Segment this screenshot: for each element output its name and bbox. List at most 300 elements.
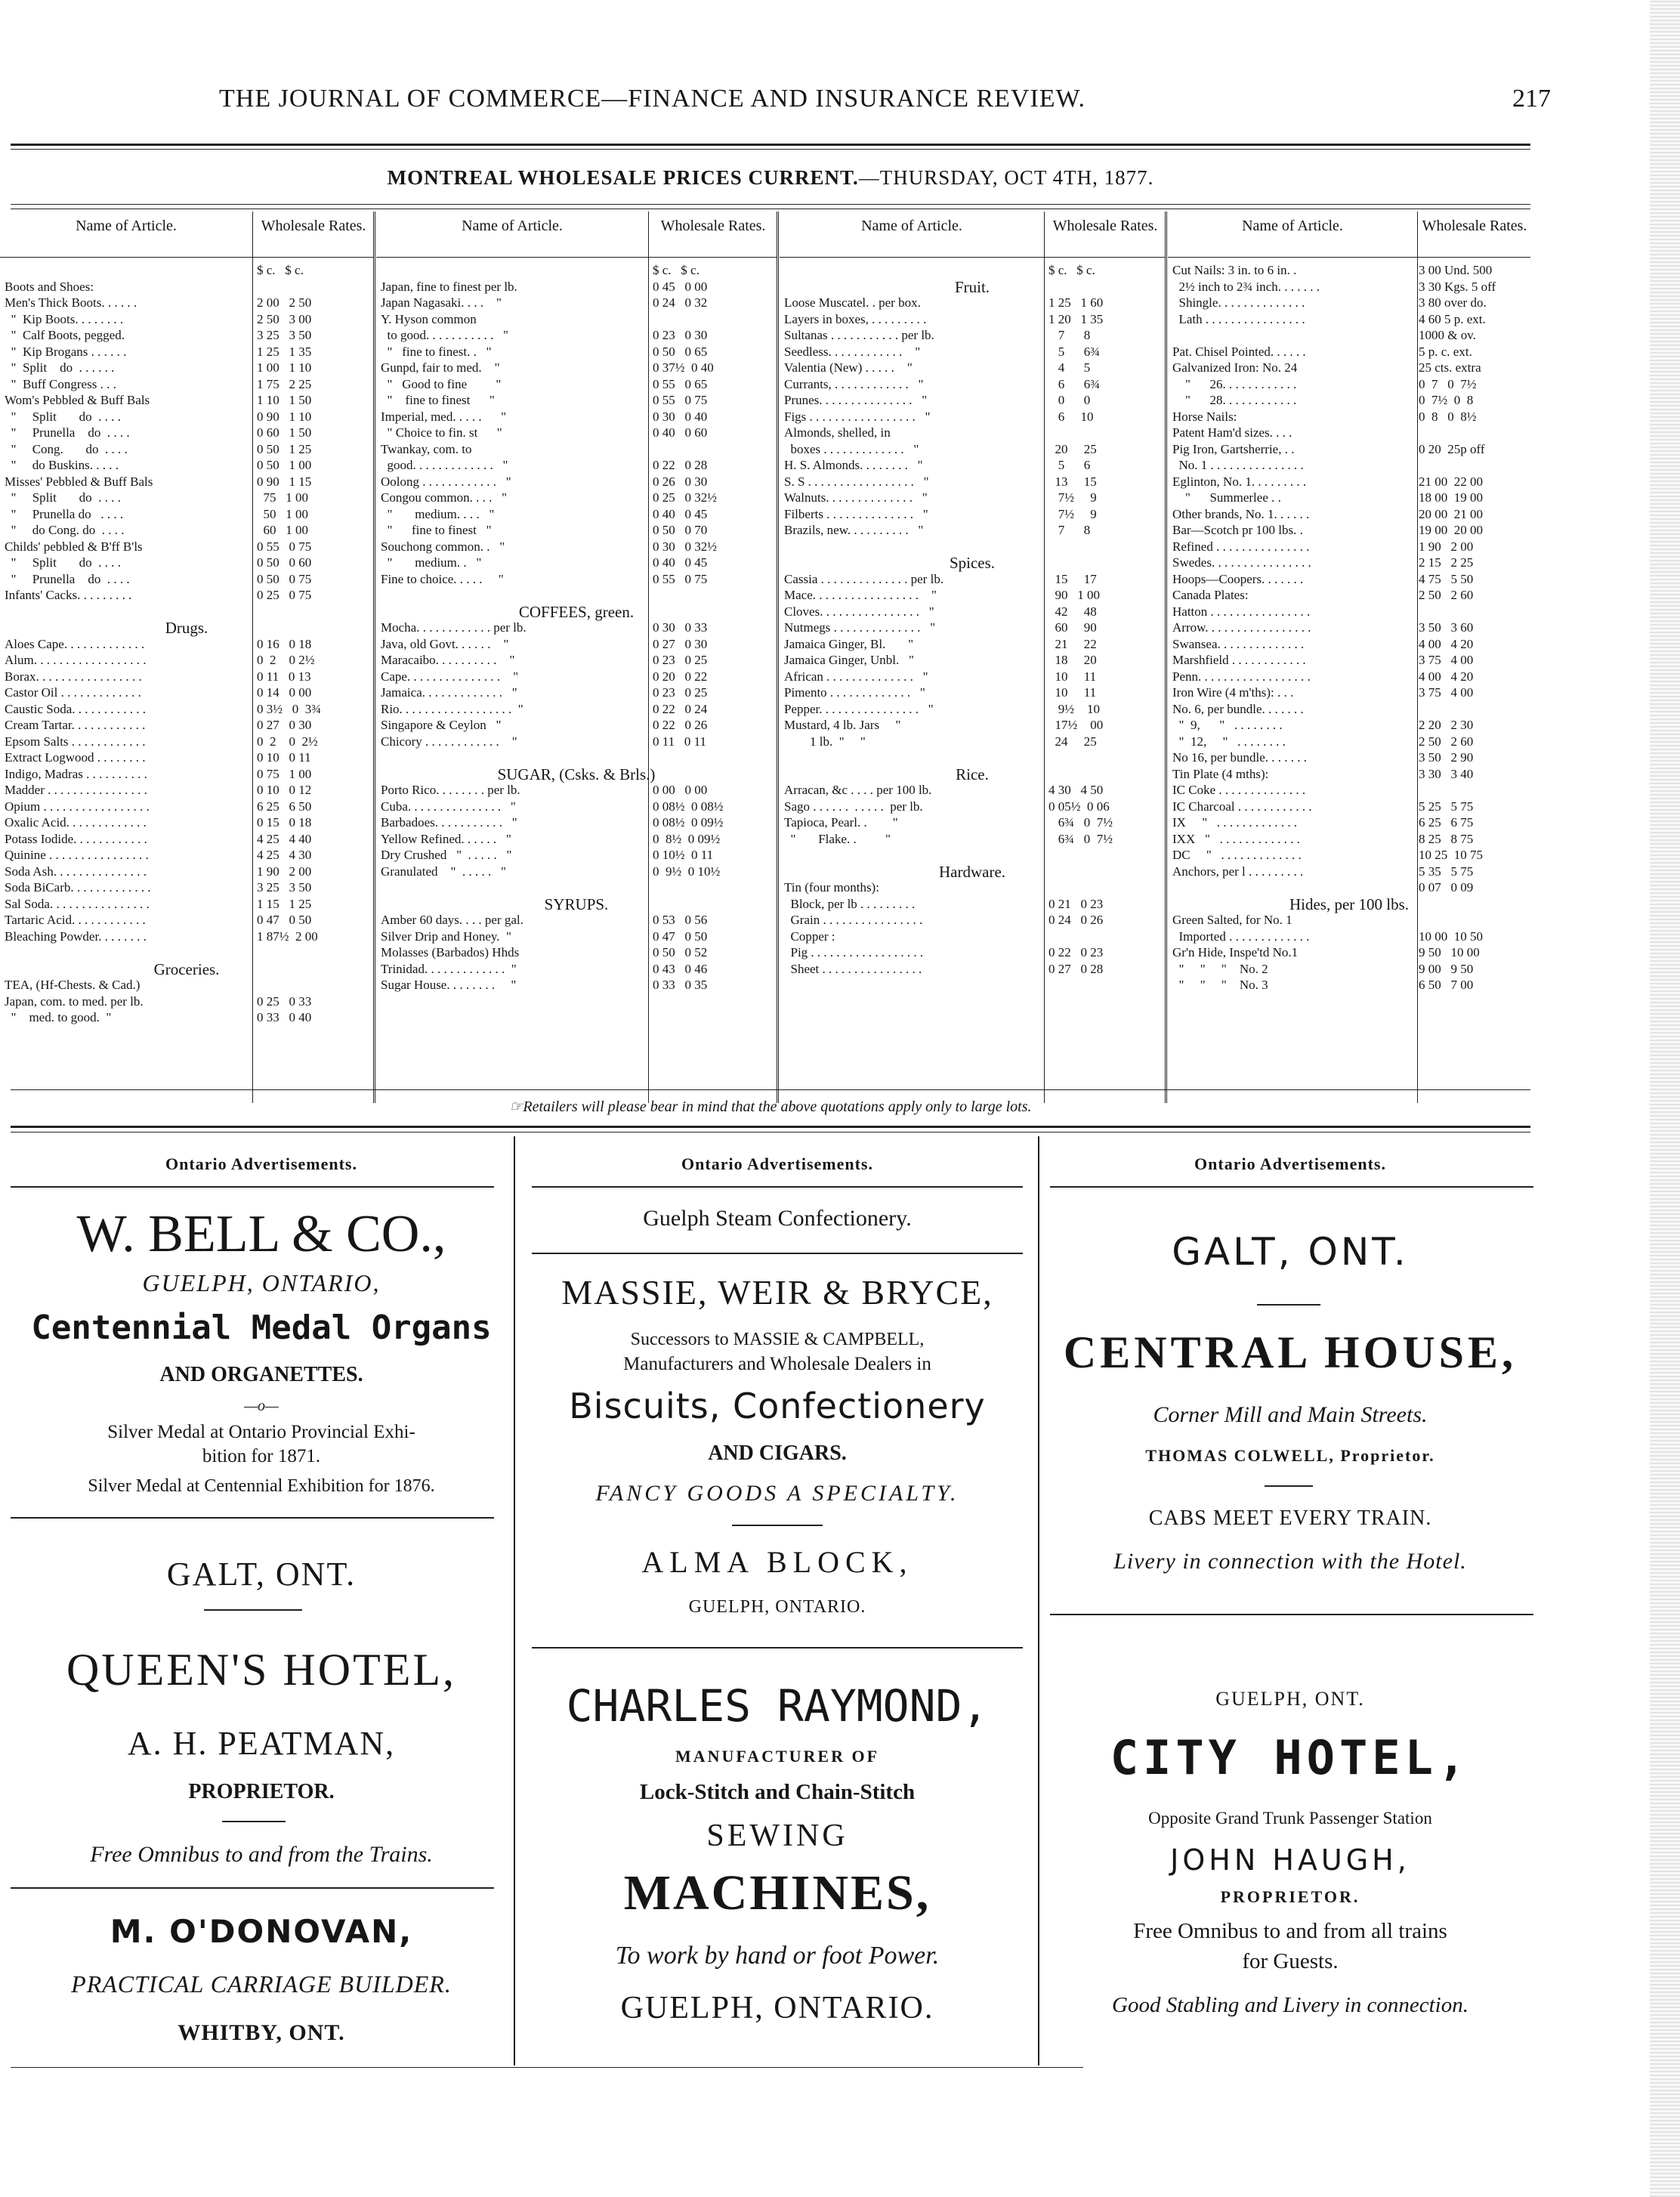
article-name: IC Charcoal . . . . . . . . . . . . [1172,799,1312,814]
article-name: Boots and Shoes: [5,279,94,294]
article-name: Quinine . . . . . . . . . . . . . . . . [5,848,149,862]
wholesale-rate: 3 75 4 00 [1419,653,1474,667]
bell-medal-1b: bition for 1871. [202,1446,321,1466]
article-name: Copper : [784,929,835,944]
wholesale-rate: 0 11 0 13 [257,669,311,684]
price-row [780,718,1165,733]
section-heading [780,555,1165,570]
queens-place: GALT, ONT. [166,1556,357,1593]
article-name: Wom's Pebbled & Buff Bals [5,393,150,407]
article-name: " Prunella do . . . . [5,425,130,440]
wholesale-rate: 1 87½ 2 00 [257,929,318,944]
price-row [0,604,373,620]
article-name: Other brands, No. 1. . . . . . [1172,506,1310,521]
article-name: Filberts . . . . . . . . . . . . . . " [784,506,928,521]
price-row [780,295,1165,311]
price-row [780,685,1165,700]
price-row [780,604,1165,620]
price-row [0,637,373,652]
city-omnibus-2: for Guests. [1242,1949,1339,1973]
wholesale-rate: 6 25 6 50 [257,799,312,814]
ads-column-2 [517,1136,1038,2066]
wholesale-rate: 2 20 2 30 [1419,718,1474,732]
price-row [376,295,777,311]
article-name: Block, per lb . . . . . . . . . [784,896,916,911]
price-row [0,718,373,733]
wholesale-rate: 0 27 0 30 [257,718,312,732]
section-heading [780,277,1165,296]
price-row [0,328,373,343]
price-row [780,458,1165,473]
wholesale-rate: 4 60 5 p. ext. [1419,311,1486,326]
queens-name: QUEEN'S HOTEL, [66,1645,457,1695]
price-row [1168,718,1530,733]
price-row [780,345,1165,360]
wholesale-rate: 7 8 [1048,328,1091,342]
wholesale-rate: 0 07 0 09 [1419,880,1474,895]
wholesale-rate: 0 50 0 60 [257,555,312,570]
queens-owner: A. H. PEATMAN, [127,1725,396,1762]
wholesale-rate: 0 2 0 2½ [257,734,318,749]
header-name-of-article: Name of Article. [76,218,177,234]
article-name: " Split do . . . . [5,490,121,505]
price-row [0,897,373,912]
wholesale-rate: $ c. $ c. [1048,263,1095,277]
article-name: " medium. . . . " [381,506,495,521]
wholesale-rate: 1 00 1 10 [257,360,312,375]
price-row [780,637,1165,652]
price-row [780,620,1165,635]
article-name: Soda BiCarb. . . . . . . . . . . . . [5,880,151,895]
article-name: Cloves. . . . . . . . . . . . . . . . " [784,604,934,619]
price-row [0,702,373,717]
table-top-rule [11,204,1530,205]
price-row [0,474,373,490]
wholesale-rate: 4 75 5 50 [1419,571,1474,586]
price-row [376,523,777,538]
wholesale-rate: 0 22 0 28 [653,458,708,472]
article-name: Hides, per 100 lbs. [1289,895,1410,913]
article-name: " fine to finest " [381,393,495,407]
article-name: Cape. . . . . . . . . . . . . . . " [381,669,519,684]
wholesale-rate: 7½ 9 [1048,506,1097,521]
ads-section-label: Ontario Advertisements. [165,1154,357,1173]
wholesale-rate: 0 30 0 32½ [653,539,717,554]
price-row [0,295,373,311]
price-row [0,377,373,392]
wholesale-rate: 2 00 2 50 [257,295,312,310]
central-owner: THOMAS COLWELL, Proprietor. [1145,1446,1435,1465]
price-row [780,572,1165,587]
wholesale-rate: 0 08½ 0 09½ [653,815,724,830]
price-row [1168,572,1530,587]
price-row [0,864,373,879]
article-name: " Calf Boots, pegged. [5,328,125,342]
wholesale-rate: 9 50 10 00 [1419,945,1480,959]
price-row [0,653,373,668]
wholesale-rate: 2 50 2 60 [1419,588,1474,602]
wholesale-rate: 3 25 3 50 [257,880,312,895]
wholesale-rate: 0 10 0 12 [257,783,312,797]
article-name: Eglinton, No. 1. . . . . . . . . [1172,474,1307,489]
article-name: Tapioca, Pearl. . " [784,815,898,830]
article-name: Sago . . . . . . . . . . . per lb. [784,799,923,814]
article-name: Lath . . . . . . . . . . . . . . . . [1172,311,1305,326]
price-row [780,929,1165,944]
odonovan-place: WHITBY, ONT. [178,2020,345,2045]
wholesale-rate: 10 00 10 50 [1419,929,1483,944]
article-name: Rice. [956,765,989,783]
price-row [1168,474,1530,490]
raymond-sewing: SEWING [706,1818,848,1853]
price-row [0,360,373,375]
article-name: Nutmegs . . . . . . . . . . . . . . " [784,620,936,635]
price-row [780,734,1165,749]
section-heading [376,767,777,782]
price-row [376,962,777,977]
wholesale-rate: 4 00 4 20 [1419,636,1474,651]
article-name: Figs . . . . . . . . . . . . . . . . . " [784,409,931,424]
price-row [376,702,777,717]
price-row [376,799,777,814]
price-row [1168,425,1530,440]
article-name: Amber 60 days. . . . per gal. [381,913,523,927]
prices-table-title-main: MONTREAL WHOLESALE PRICES CURRENT. [387,166,859,189]
wholesale-rate: 0 40 0 45 [653,506,708,521]
article-name: " do Cong. do . . . . [5,523,125,537]
price-row [1168,442,1530,457]
article-name: Iron Wire (4 m'ths): . . . [1172,685,1294,700]
price-row [0,832,373,847]
wholesale-rate: 18 00 19 00 [1419,490,1483,505]
price-row [376,653,777,668]
wholesale-rate: 0 55 0 65 [653,376,708,391]
article-name: Prunes. . . . . . . . . . . . . . . " [784,393,928,407]
price-row [1168,653,1530,668]
wholesale-rate: 3 00 Und. 500 [1419,263,1493,277]
price-row [780,945,1165,960]
price-row [0,425,373,440]
page-number: 217 [1512,85,1551,113]
price-row [376,832,777,847]
article-name: Barbadoes. . . . . . . . . . . " [381,815,517,830]
wholesale-rate: $ c. $ c. [653,263,699,277]
wholesale-rate: 6 10 [1048,409,1094,424]
queens-role: PROPRIETOR. [188,1780,335,1803]
col-divider [777,212,779,1103]
wholesale-rate: 4 00 4 20 [1419,669,1474,684]
wholesale-rate: 0 10 0 11 [257,750,311,765]
wholesale-rate: 5 35 5 75 [1419,864,1474,879]
article-name: Indigo, Madras . . . . . . . . . . [5,766,147,781]
column-header [780,212,1165,258]
article-name: Molasses (Barbados) Hhds [381,945,520,959]
article-name: Cassia . . . . . . . . . . . . . . per lb. [784,571,944,586]
article-name: " 28. . . . . . . . . . . . [1172,393,1297,407]
article-name: Fine to choice. . . . . " [381,571,504,586]
wholesale-rate: 7½ 9 [1048,490,1097,505]
wholesale-rate: 0 05½ 0 06 [1048,799,1110,814]
article-name: " Flake. . " [784,831,891,846]
article-name: Pig . . . . . . . . . . . . . . . . . . [784,945,924,959]
price-row [376,620,777,635]
raymond-stitch: Lock-Stitch and Chain-Stitch [639,1780,916,1804]
article-name: Imperial, med. . . . . " [381,409,507,424]
article-name: " fine to finest " [381,523,492,537]
article-name: Oxalic Acid. . . . . . . . . . . . . [5,815,147,830]
wholesale-rate: 60 1 00 [257,523,308,537]
price-row [1168,929,1530,944]
price-row [0,263,373,278]
price-row [780,377,1165,392]
price-row [1168,620,1530,635]
short-rule [1265,1485,1313,1487]
price-row [0,685,373,700]
wholesale-rate: 0 60 1 50 [257,425,312,440]
price-row [376,978,777,993]
queens-note: Free Omnibus to and from the Trains. [90,1842,433,1867]
wholesale-rate: 42 48 [1048,604,1097,619]
wholesale-rate: 3 80 over do. [1419,295,1487,310]
wholesale-rate: 0 40 0 45 [653,555,708,570]
table-bottom-rule [11,1089,1530,1090]
price-row [1168,490,1530,505]
wholesale-rate: 0 24 0 26 [1048,913,1104,927]
price-row [1168,377,1530,392]
wholesale-rate: 0 55 0 75 [257,539,312,554]
article-name: " " " No. 2 [1172,961,1268,976]
wholesale-rate: 13 15 [1048,474,1097,489]
ads-section-label: Ontario Advertisements. [681,1154,873,1173]
wholesale-rate: 0 7½ 0 8 [1419,393,1474,407]
price-row [780,880,1165,895]
price-row [0,913,373,928]
bell-product: Centennial Medal Organs [31,1309,492,1347]
price-row [1168,458,1530,473]
wholesale-rate: 20 25 [1048,441,1097,456]
article-name: Swansea. . . . . . . . . . . . . . [1172,636,1305,651]
article-name: IC Coke . . . . . . . . . . . . . . [1172,783,1306,797]
article-name: Jamaica Ginger, Unbl. " [784,653,914,667]
article-name: Sheet . . . . . . . . . . . . . . . . [784,961,922,976]
price-row [0,767,373,782]
odonovan-name: M. O'DONOVAN, [110,1913,413,1950]
bell-divider: —o— [244,1398,279,1414]
header-name-of-article: Name of Article. [462,218,563,234]
price-row [0,345,373,360]
article-name: " 9, " . . . . . . . . [1172,718,1283,732]
article-name: Chicory . . . . . . . . . . . . " [381,734,517,749]
price-row [1168,409,1530,425]
wholesale-rate: 4 25 4 30 [257,848,312,862]
price-row [376,425,777,440]
wholesale-rate: 0 53 0 56 [653,913,708,927]
price-row [376,345,777,360]
price-row [1168,734,1530,749]
price-row [780,263,1165,278]
wholesale-rate: 17½ 00 [1048,718,1104,732]
massie-fancy-goods: FANCY GOODS A SPECIALTY. [595,1481,959,1506]
header-wholesale-rates: Wholesale Rates. [261,218,366,234]
price-row [780,523,1165,538]
article-name: Congou common. . . . " [381,490,508,505]
massie-block: ALMA BLOCK, [641,1545,913,1579]
column-header [1168,212,1530,258]
price-row [1168,360,1530,375]
price-row [1168,312,1530,327]
article-name: Brazils, new. . . . . . . . . . " [784,523,924,537]
article-name: " Good to fine " [381,376,502,391]
price-row [1168,555,1530,570]
price-row [780,783,1165,798]
section-heading [0,959,373,978]
article-name: Pat. Chisel Pointed. . . . . . [1172,344,1306,359]
price-row [1168,588,1530,603]
article-name: Porto Rico. . . . . . . . per lb. [381,783,520,797]
article-name: " Prunella do . . . . [5,571,130,586]
wholesale-rate: 0 8 0 8½ [1419,409,1477,424]
price-row [1168,604,1530,620]
article-name: IXX " . . . . . . . . . . . . . [1172,831,1300,846]
price-row [780,750,1165,765]
article-name: Opium . . . . . . . . . . . . . . . . . [5,799,150,814]
wholesale-rate: 0 22 0 23 [1048,945,1104,959]
wholesale-rate: 0 25 0 75 [257,588,312,602]
article-name: SYRUPS. [544,895,609,913]
wholesale-rate: 0 23 0 30 [653,328,708,342]
price-row [780,815,1165,830]
article-name: " 26. . . . . . . . . . . . [1172,376,1297,391]
wholesale-rate: 0 22 0 24 [653,701,708,716]
article-name: Twankay, com. to [381,441,472,456]
price-row [1168,815,1530,830]
article-name: Alum. . . . . . . . . . . . . . . . . . [5,653,147,667]
article-name: " Split do . . . . . . [5,360,115,375]
wholesale-rate: 75 1 00 [257,490,308,505]
wholesale-rate: 20 00 21 00 [1419,506,1483,521]
price-row [1168,702,1530,717]
ad-rule [11,1887,494,1889]
section-heading [0,620,373,635]
price-row [1168,783,1530,798]
wholesale-rate: 90 1 00 [1048,588,1100,602]
wholesale-rate: 0 16 0 18 [257,636,312,651]
article-name: 2½ inch to 2¾ inch. . . . . . . [1172,279,1320,294]
column-header [376,212,777,258]
article-name: Cut Nails: 3 in. to 6 in. . [1172,263,1297,277]
wholesale-rate: 0 50 0 65 [653,344,708,359]
article-name: Jamaica. . . . . . . . . . . . . " [381,685,517,700]
wholesale-rate: 0 10½ 0 11 [653,848,714,862]
article-name: Drugs. [165,619,208,637]
short-rule [732,1525,823,1526]
article-name: Almonds, shelled, in [784,425,891,440]
section-heading [780,767,1165,782]
price-row [1168,637,1530,652]
wholesale-rate: 0 25 0 33 [257,993,312,1009]
wholesale-rate: 4 5 [1048,360,1091,375]
price-row [0,280,373,295]
article-name: Borax. . . . . . . . . . . . . . . . . [5,669,142,684]
price-row [376,328,777,343]
wholesale-rate: 0 11 0 11 [653,734,706,749]
article-name: " Prunella do . . . . [5,506,124,521]
article-name: Tin (four months): [784,880,879,895]
wholesale-rate: 4 30 4 50 [1048,783,1104,797]
article-name: Pepper. . . . . . . . . . . . . . . . " [784,701,934,716]
wholesale-rate: 0 47 0 50 [257,913,312,927]
prices-column-4 [1168,212,1530,1103]
article-name: COFFEES, green. [518,602,635,621]
price-row [1168,767,1530,782]
wholesale-rate: 6 50 7 00 [1419,978,1474,992]
price-row [780,669,1165,684]
article-name: Sal Soda. . . . . . . . . . . . . . . . [5,896,150,911]
article-name: to good. . . . . . . . . . . " [381,328,508,342]
article-name: Gunpd, fair to med. " [381,360,500,375]
ads-column-3 [1041,1136,1539,2066]
price-row [1168,669,1530,684]
price-row [376,929,777,944]
article-name: Galvanized Iron: No. 24 [1172,360,1298,375]
price-row [1168,945,1530,960]
header-name-of-article: Name of Article. [861,218,962,234]
article-name: DC " . . . . . . . . . . . . . [1172,848,1302,862]
city-owner: JOHN HAUGH, [1170,1843,1410,1877]
price-row [780,588,1165,603]
article-name: Aloes Cape. . . . . . . . . . . . . [5,636,145,651]
wholesale-rate: 0 20 25p off [1419,441,1485,456]
wholesale-rate: 6 6¾ [1048,376,1100,391]
price-row [780,490,1165,505]
header-wholesale-rates: Wholesale Rates. [1052,218,1158,234]
article-name: Loose Muscatel. . per box. [784,295,921,310]
article-name: Currants, . . . . . . . . . . . . " [784,376,924,391]
article-name: Sultanas . . . . . . . . . . . per lb. [784,328,934,342]
wholesale-rate: 0 37½ 0 40 [653,360,714,375]
price-row [780,360,1165,375]
raymond-place: GUELPH, ONTARIO. [620,1991,934,2026]
bell-medal-2: Silver Medal at Centennial Exhibition for 1876. [88,1476,435,1496]
wholesale-rate: 0 26 0 30 [653,474,708,489]
price-row [0,783,373,798]
price-row [780,848,1165,863]
article-name: " do Buskins. . . . . [5,458,119,472]
price-row [0,409,373,425]
wholesale-rate: 10 11 [1048,669,1097,684]
price-row [0,523,373,538]
price-row [376,263,777,278]
guelph-confectionery-title: Guelph Steam Confectionery. [643,1206,912,1231]
article-name: Canada Plates: [1172,588,1249,602]
price-row [0,880,373,895]
article-name: Mace. . . . . . . . . . . . . . . . . " [784,588,937,602]
article-name: boxes . . . . . . . . . . . . . " [784,441,919,456]
wholesale-rate: 5 p. c. ext. [1419,344,1472,359]
article-name: Mustard, 4 lb. Jars " [784,718,901,732]
price-row [376,734,777,749]
article-name: good. . . . . . . . . . . . . " [381,458,508,472]
wholesale-rate: 21 22 [1048,636,1097,651]
article-name: S. S . . . . . . . . . . . . . . . . . " [784,474,929,489]
price-row [0,945,373,960]
price-row [376,360,777,375]
prices-table-date: —THURSDAY, OCT 4TH, 1877. [858,166,1154,189]
article-name: Penn. . . . . . . . . . . . . . . . . . [1172,669,1311,684]
central-cabs: CABS MEET EVERY TRAIN. [1148,1506,1432,1530]
price-row [1168,539,1530,555]
city-stabling: Good Stabling and Livery in connection. [1112,1993,1468,2017]
